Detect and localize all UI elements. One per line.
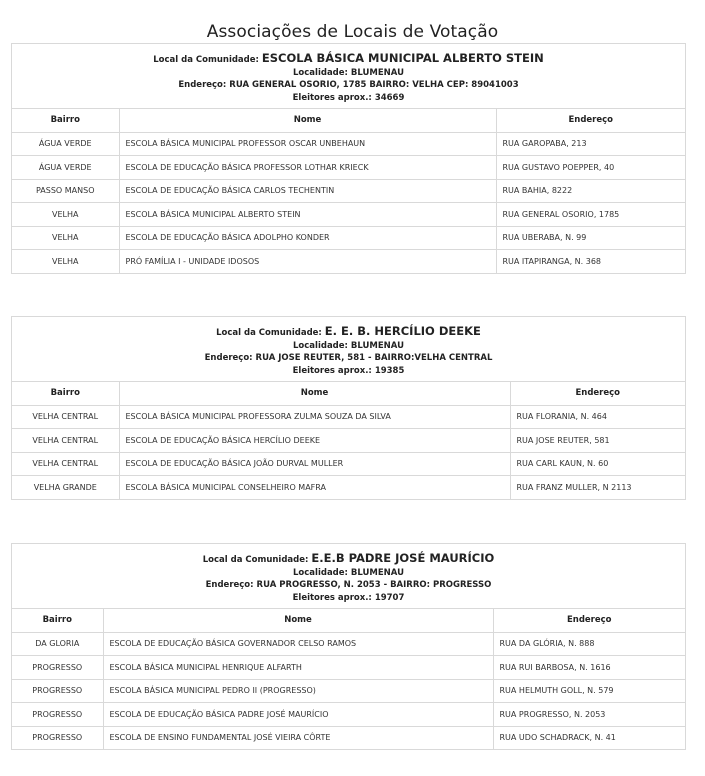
community-block: [11, 316, 686, 500]
bairro-cell: VELHA: [12, 250, 119, 273]
bairro-cell: PASSO MANSO: [12, 179, 119, 203]
local-line: Local da Comunidade: ESCOLA BÁSICA MUNICIPAL ALBERTO STEIN: [153, 51, 544, 65]
col-bairro: Bairro: [50, 388, 80, 399]
table-header-row: [12, 609, 685, 632]
local-name: E.E.B PADRE JOSÉ MAURÍCIO: [311, 551, 495, 565]
nome-cell: ESCOLA DE EDUCAÇÃO BÁSICA PROFESSOR LOTHAR KRIECK: [119, 156, 496, 180]
local-line: Local da Comunidade: E. E. B. HERCÍLIO DEEKE: [216, 324, 481, 338]
col-nome: Nome: [119, 109, 496, 132]
bairro-cell: PROGRESSO: [12, 679, 103, 703]
eleitores-line: Eleitores aprox.: 34669: [292, 92, 405, 103]
nome-cell: ESCOLA BÁSICA MUNICIPAL PROFESSORA ZULMA SOUZA DA SILVA: [119, 405, 510, 429]
schools-table: [12, 109, 685, 273]
table-row: [12, 452, 685, 476]
bairro-cell: VELHA GRANDE: [12, 476, 119, 499]
bairro-cell: PROGRESSO: [12, 703, 103, 727]
table-row: [12, 429, 685, 453]
localidade-line: Localidade: BLUMENAU: [293, 567, 404, 578]
endereco-line: Endereço: RUA JOSE REUTER, 581 - BAIRRO:VELHA CENTRAL: [204, 353, 493, 363]
endereco-cell: RUA BAHIA, 8222: [496, 179, 685, 203]
table-row: [12, 703, 685, 727]
eleitores-line: Eleitores aprox.: 19707: [292, 592, 405, 603]
local-name: ESCOLA BÁSICA MUNICIPAL ALBERTO STEIN: [261, 51, 544, 65]
community-header: [12, 544, 685, 609]
col-bairro: Bairro: [42, 615, 72, 626]
bairro-cell: ÁGUA VERDE: [12, 132, 119, 156]
table-row: [12, 203, 685, 227]
nome-cell: ESCOLA DE EDUCAÇÃO BÁSICA HERCÍLIO DEEKE: [119, 429, 510, 453]
table-header-row: [12, 109, 685, 132]
bairro-cell: VELHA: [12, 203, 119, 227]
table-row: [12, 476, 685, 499]
nome-cell: ESCOLA DE EDUCAÇÃO BÁSICA PADRE JOSÉ MAURÍCIO: [103, 703, 493, 727]
nome-cell: ESCOLA DE EDUCAÇÃO BÁSICA JOÃO DURVAL MULLER: [119, 452, 510, 476]
endereco-line: Endereço: RUA PROGRESSO, N. 2053 - BAIRRO: PROGRESSO: [205, 580, 492, 590]
schools-table: [12, 609, 685, 749]
nome-cell: ESCOLA DE EDUCAÇÃO BÁSICA CARLOS TECHENTIN: [119, 179, 496, 203]
endereco-cell: RUA FRANZ MULLER, N 2113: [510, 476, 685, 499]
endereco-cell: RUA GENERAL OSORIO, 1785: [496, 203, 685, 227]
table-row: [12, 132, 685, 156]
table-row: [12, 405, 685, 429]
bairro-cell: PROGRESSO: [12, 726, 103, 749]
localidade-line: Localidade: BLUMENAU: [293, 67, 404, 78]
community-block: [11, 43, 686, 274]
table-row: [12, 226, 685, 250]
schools-table: [12, 382, 685, 499]
endereco-cell: RUA DA GLÓRIA, N. 888: [493, 632, 685, 656]
bairro-cell: VELHA: [12, 226, 119, 250]
endereco-cell: RUA HELMUTH GOLL, N. 579: [493, 679, 685, 703]
endereco-cell: RUA PROGRESSO, N. 2053: [493, 703, 685, 727]
endereco-cell: RUA JOSE REUTER, 581: [510, 429, 685, 453]
endereco-cell: RUA UDO SCHADRACK, N. 41: [493, 726, 685, 749]
endereco-cell: RUA FLORANIA, N. 464: [510, 405, 685, 429]
table-row: [12, 179, 685, 203]
table-row: [12, 250, 685, 273]
table-row: [12, 679, 685, 703]
community-header: [12, 317, 685, 382]
col-bairro: Bairro: [50, 115, 80, 126]
nome-cell: ESCOLA BÁSICA MUNICIPAL CONSELHEIRO MAFRA: [119, 476, 510, 499]
endereco-cell: RUA GUSTAVO POEPPER, 40: [496, 156, 685, 180]
nome-cell: ESCOLA DE ENSINO FUNDAMENTAL JOSÉ VIEIRA CÔRTE: [103, 726, 493, 749]
endereco-cell: RUA ITAPIRANGA, N. 368: [496, 250, 685, 273]
nome-cell: ESCOLA BÁSICA MUNICIPAL ALBERTO STEIN: [119, 203, 496, 227]
bairro-cell: VELHA CENTRAL: [12, 452, 119, 476]
table-row: [12, 632, 685, 656]
nome-cell: ESCOLA BÁSICA MUNICIPAL PEDRO II (PROGRESSO): [103, 679, 493, 703]
local-name: E. E. B. HERCÍLIO DEEKE: [324, 324, 481, 338]
table-row: [12, 726, 685, 749]
nome-cell: ESCOLA BÁSICA MUNICIPAL PROFESSOR OSCAR UNBEHAUN: [119, 132, 496, 156]
local-line: Local da Comunidade: E.E.B PADRE JOSÉ MAURÍCIO: [202, 551, 495, 565]
eleitores-line: Eleitores aprox.: 19385: [292, 365, 405, 376]
col-endereco: Endereço: [493, 609, 685, 632]
endereco-cell: RUA UBERABA, N. 99: [496, 226, 685, 250]
endereco-cell: RUA GAROPABA, 213: [496, 132, 685, 156]
col-nome: Nome: [119, 382, 510, 405]
localidade-line: Localidade: BLUMENAU: [293, 340, 404, 351]
nome-cell: PRÓ FAMÍLIA I - UNIDADE IDOSOS: [119, 250, 496, 273]
table-header-row: [12, 382, 685, 405]
endereco-line: Endereço: RUA GENERAL OSORIO, 1785 BAIRRO: VELHA CEP: 89041003: [178, 80, 519, 90]
bairro-cell: VELHA CENTRAL: [12, 429, 119, 453]
col-endereco: Endereço: [510, 382, 685, 405]
community-header: [12, 44, 685, 109]
table-row: [12, 656, 685, 680]
nome-cell: ESCOLA DE EDUCAÇÃO BÁSICA ADOLPHO KONDER: [119, 226, 496, 250]
bairro-cell: PROGRESSO: [12, 656, 103, 680]
bairro-cell: ÁGUA VERDE: [12, 156, 119, 180]
nome-cell: ESCOLA DE EDUCAÇÃO BÁSICA GOVERNADOR CELSO RAMOS: [103, 632, 493, 656]
col-endereco: Endereço: [496, 109, 685, 132]
endereco-cell: RUA RUI BARBOSA, N. 1616: [493, 656, 685, 680]
nome-cell: ESCOLA BÁSICA MUNICIPAL HENRIQUE ALFARTH: [103, 656, 493, 680]
endereco-cell: RUA CARL KAUN, N. 60: [510, 452, 685, 476]
col-nome: Nome: [103, 609, 493, 632]
bairro-cell: DA GLORIA: [12, 632, 103, 656]
bairro-cell: VELHA CENTRAL: [12, 405, 119, 429]
community-block: [11, 543, 686, 750]
page-title: Associações de Locais de Votação: [206, 22, 499, 42]
table-row: [12, 156, 685, 180]
